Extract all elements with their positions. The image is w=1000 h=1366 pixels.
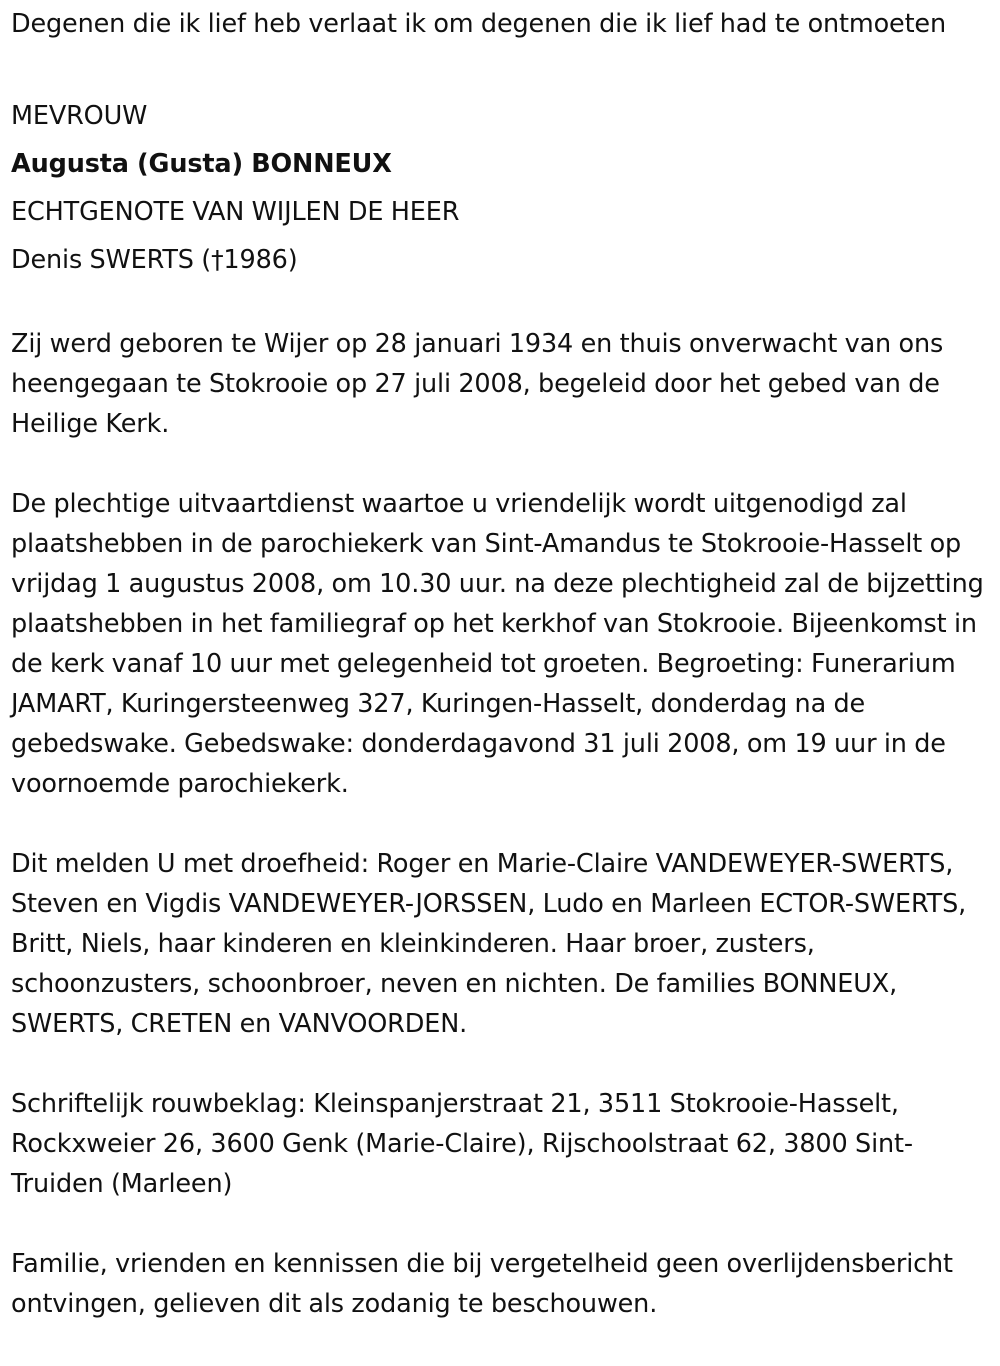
family-paragraph: Dit melden U met droefheid: Roger en Marie-Claire VANDEWEYER-SWERTS, Steven en Vigdis VANDEWEYER-JORSSEN, Ludo en Marleen ECTOR-SWERTS, Britt, Niels, haar kinderen en kleinkinderen. Haar broer, zusters, schoonzusters, schoonbroer, neven en nichten. De families BONNEUX, SWERTS, CRETEN en VANVOORDEN. <box>11 849 967 1039</box>
honorific-title: MEVROUW <box>11 101 148 131</box>
condolences-paragraph: Schriftelijk rouwbeklag: Kleinspanjerstraat 21, 3511 Stokrooie-Hasselt, Rockxweier 26, 3600 Genk (Marie-Claire), Rijschoolstraat 62, 3800 Sint-Truiden (Marleen) <box>11 1089 913 1199</box>
cross-icon: † <box>211 245 224 274</box>
spacer <box>11 804 1000 844</box>
spouse-name: Denis SWERTS ( <box>11 245 212 275</box>
spacer <box>11 1044 1000 1084</box>
spouse-line <box>11 236 1000 284</box>
birth-death-paragraph: Zij werd geboren te Wijer op 28 januari 1934 en thuis onverwacht van ons heengegaan te Stokrooie op 27 juli 2008, begeleid door het gebed van de Heilige Kerk. <box>11 329 944 439</box>
spouse-death-year: 1986) <box>223 245 298 275</box>
spacer <box>11 1204 1000 1244</box>
motto-text: Degenen die ik lief heb verlaat ik om degenen die ik lief had te ontmoeten <box>11 9 946 39</box>
spacer <box>11 444 1000 484</box>
spacer <box>11 284 1000 324</box>
notice-paragraph: Familie, vrienden en kennissen die bij vergetelheid geen overlijdensbericht ontvingen, gelieven dit als zodanig te beschouwen. <box>11 1249 953 1319</box>
spacer <box>11 84 1000 92</box>
spacer <box>11 44 1000 84</box>
deceased-name: Augusta (Gusta) BONNEUX <box>11 149 392 179</box>
relation-text: ECHTGENOTE VAN WIJLEN DE HEER <box>11 197 460 227</box>
funeral-paragraph: De plechtige uitvaartdienst waartoe u vriendelijk wordt uitgenodigd zal plaatshebben in de parochiekerk van Sint-Amandus te Stokrooie-Hasselt op vrijdag 1 augustus 2008, om 10.30 uur. na deze plechtigheid zal de bijzetting plaatshebben in het familiegraf op het kerkhof van Stokrooie. Bijeenkomst in de kerk vanaf 10 uur met gelegenheid tot groeten. Begroeting: Funerarium JAMART, Kuringersteenweg 327, Kuringen-Hasselt, donderdag na de gebedswake. Gebedswake: donderdagavond 31 juli 2008, om 19 uur in de voornoemde parochiekerk. <box>11 489 984 799</box>
